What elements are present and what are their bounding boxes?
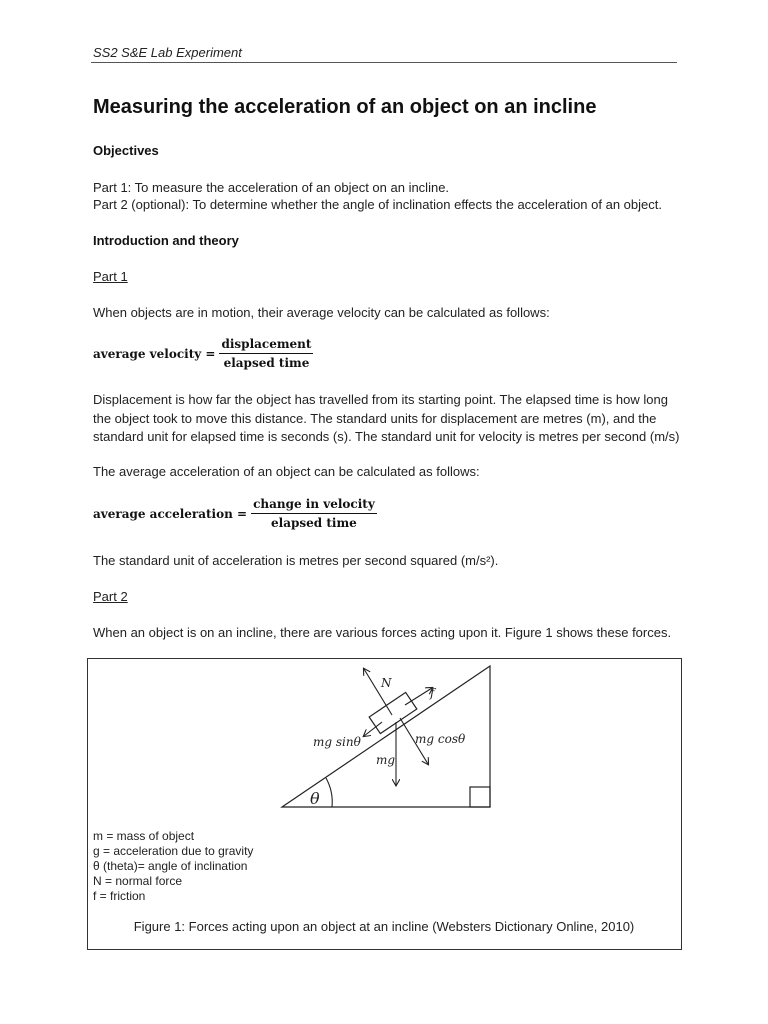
acceleration-denominator: elapsed time [271,516,357,530]
right-angle-marker [470,787,490,807]
label-friction: f [430,686,435,700]
acceleration-equation-lhs: average acceleration = [93,506,248,521]
legend-item: m = mass of object [93,829,195,843]
intro-heading: Introduction and theory [93,233,239,248]
label-mg: mg [376,753,396,767]
label-mg-sin: mg sinθ [313,735,361,749]
part2-label: Part 2 [93,589,128,604]
displacement-line-3: standard unit for elapsed time is seconds (s). The standard unit for velocity is metres per second (m/s) [93,429,680,444]
label-mg-cos: mg cosθ [415,732,466,746]
running-header: SS2 S&E Lab Experiment [93,45,242,60]
legend-item: N = normal force [93,874,183,888]
objectives-heading: Objectives [93,143,159,158]
label-normal: N [381,676,392,690]
velocity-equation-lhs: average velocity = [93,346,216,361]
acceleration-intro: The average acceleration of an object can be calculated as follows: [93,464,480,479]
displacement-line-2: the object took to move this distance. The standard units for displacement are metres (m), and the [93,411,657,426]
part1-label: Part 1 [93,269,128,284]
legend-item: θ (theta)= angle of inclination [93,859,248,873]
acceleration-unit-text: The standard unit of acceleration is metres per second squared (m/s²). [93,553,499,568]
figure-legend [93,829,253,904]
forces-intro: When an object is on an incline, there are various forces acting upon it. Figure 1 shows these forces. [93,625,672,640]
angle-arc [326,778,332,807]
page-title: Measuring the acceleration of an object on an incline [93,96,597,118]
block [369,692,417,733]
legend-item: f = friction [93,889,146,903]
label-theta: θ [310,789,320,808]
velocity-numerator: displacement [219,337,313,354]
legend-item: g = acceleration due to gravity [93,844,254,858]
acceleration-numerator: change in velocity [251,497,377,514]
objective-part1: Part 1: To measure the acceleration of an object on an incline. [93,180,450,195]
objective-part2: Part 2 (optional): To determine whether the angle of inclination effects the acceleration of an object. [93,197,662,212]
velocity-denominator: elapsed time [223,356,310,370]
velocity-intro: When objects are in motion, their average velocity can be calculated as follows: [93,305,550,320]
displacement-line-1: Displacement is how far the object has travelled from its starting point. The elapsed time is how long [93,392,668,407]
figure-caption: Figure 1: Forces acting upon an object at an incline (Websters Dictionary Online, 2010) [133,919,635,934]
